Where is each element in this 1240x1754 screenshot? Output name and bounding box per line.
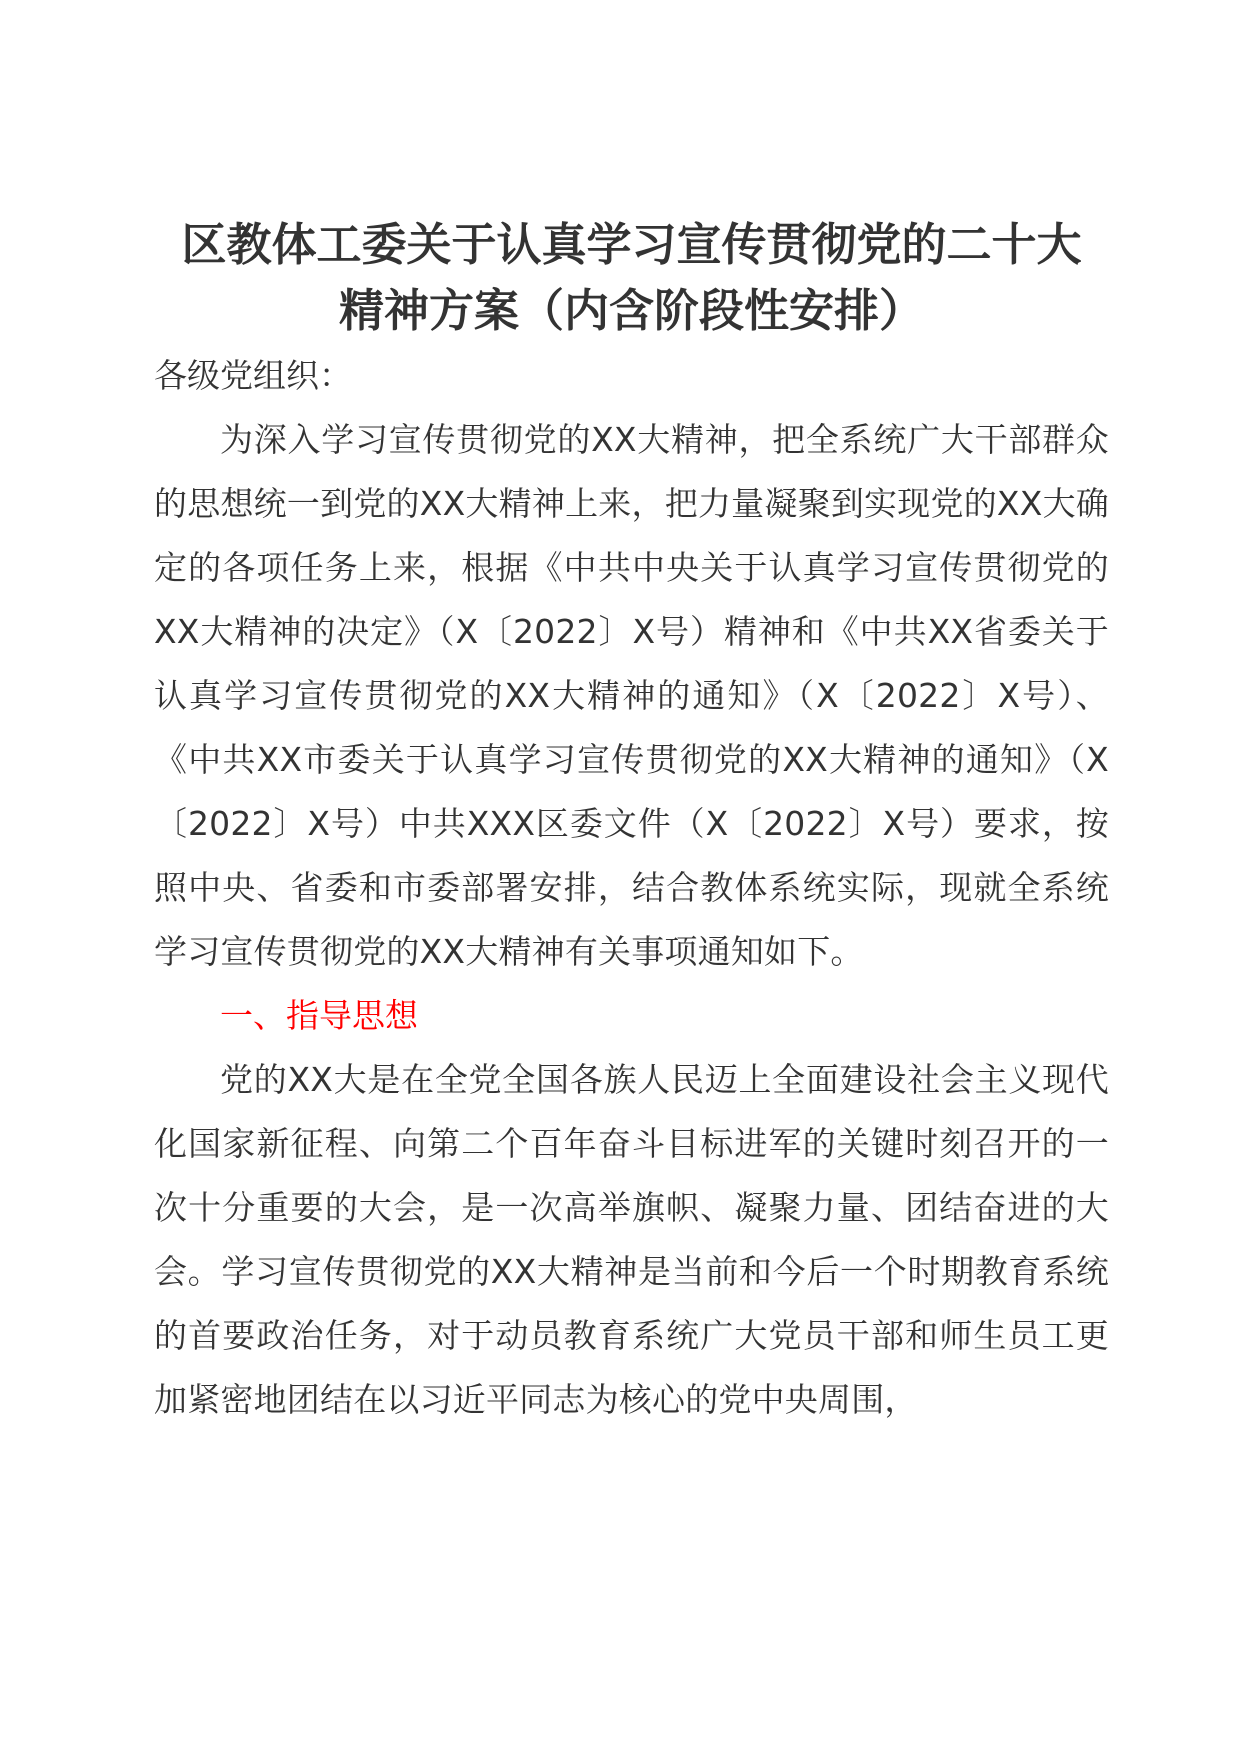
section-heading-guiding-ideology: 一、指导思想: [220, 996, 418, 1035]
salutation: 各级党组织：: [154, 356, 352, 395]
intro-paragraph: 为深入学习宣传贯彻党的XX大精神，把全系统广大干部群众的思想统一到党的XX大精神上来，把力量凝聚到实现党的XX大确定的各项任务上来，根据《中共中央关于认真学习宣传贯彻党的XX大精神的决定》（X〔2022〕X号）精神和《中共XX省委关于认真学习宣传贯彻党的XX大精神的通知》（X〔2022〕X号）、《中共XX市委关于认真学习宣传贯彻党的XX大精神的通知》（X〔2022〕X号）中共XXX区委文件（X〔2022〕X号）要求，按照中央、省委和市委部署安排，结合教体系统实际，现就全系统学习宣传贯彻党的XX大精神有关事项通知如下。: [154, 420, 1109, 971]
title-line-2: 精神方案（内含阶段性安排）: [338, 284, 924, 337]
title-line-1: 区教体工委关于认真学习宣传贯彻党的二十大: [181, 218, 1082, 271]
document-body: [154, 212, 1109, 1432]
document-title: [154, 212, 1109, 344]
section-1-paragraph: 党的XX大是在全党全国各族人民迈上全面建设社会主义现代化国家新征程、向第二个百年奋斗目标进军的关键时刻召开的一次十分重要的大会，是一次高举旗帜、凝聚力量、团结奋进的大会。学习宣传贯彻党的XX大精神是当前和今后一个时期教育系统的首要政治任务，对于动员教育系统广大党员干部和师生员工更加紧密地团结在以习近平同志为核心的党中央周围，: [154, 1060, 1109, 1419]
